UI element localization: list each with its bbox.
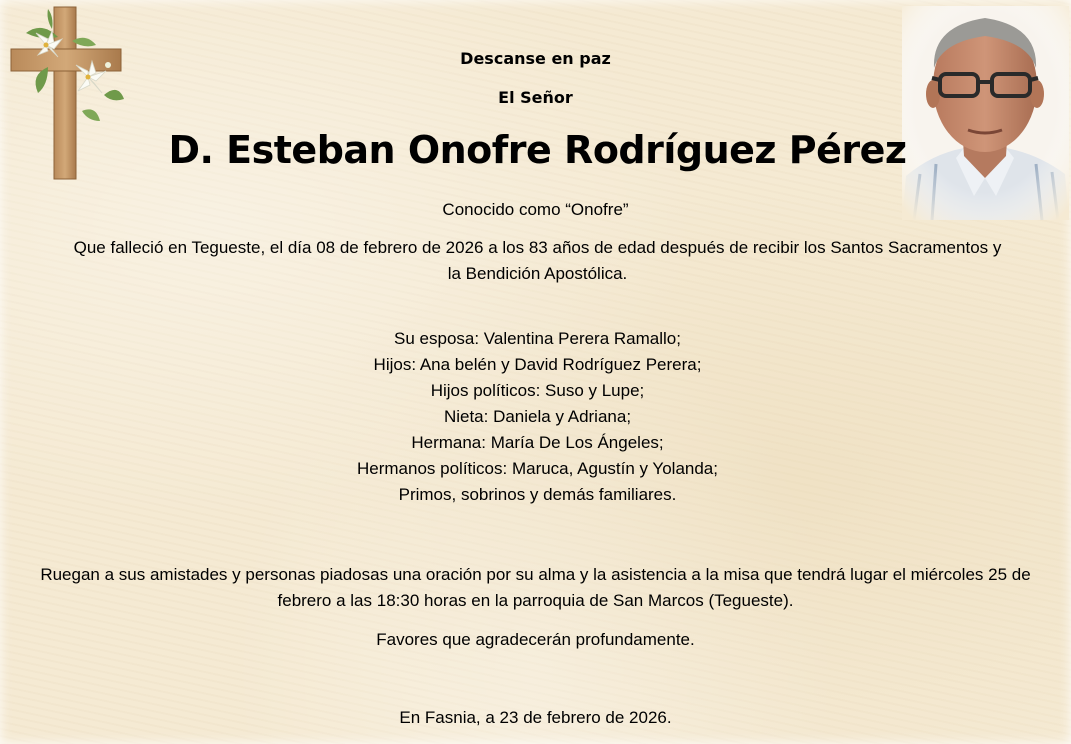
mass-notice: Ruegan a sus amistades y personas piadosas una oración por su alma y la asistencia a la misa que tendrá lugar el miércoles 25 de febrero a las 18:30 horas en la parroquia de San Marcos (Tegueste). [40, 565, 1031, 610]
family-line-spouse: Su esposa: Valentina Perera Ramallo; [394, 329, 681, 348]
family-list [40, 326, 1035, 508]
family-line-relatives: Primos, sobrinos y demás familiares. [398, 485, 677, 504]
deceased-name: D. Esteban Onofre Rodríguez Pérez [168, 128, 907, 172]
family-line-grandchildren: Nieta: Daniela y Adriana; [443, 407, 632, 426]
family-line-children: Hijos: Ana belén y David Rodríguez Perera; [373, 355, 702, 374]
family-line-children-in-law: Hijos políticos: Suso y Lupe; [430, 381, 645, 400]
rest-in-peace-heading: Descanse en paz [460, 49, 611, 68]
place-and-date: En Fasnia, a 23 de febrero de 2026. [399, 708, 672, 727]
thanks-line: Favores que agradecerán profundamente. [376, 630, 695, 649]
title-senor: El Señor [498, 88, 573, 107]
death-notice: Que falleció en Tegueste, el día 08 de febrero de 2026 a los 83 años de edad después de recibir los Santos Sacramentos y la Bendición Apostólica. [73, 238, 1002, 283]
deceased-portrait-photo [902, 6, 1069, 220]
family-line-sister: Hermana: María De Los Ángeles; [411, 433, 664, 452]
family-line-siblings-in-law: Hermanos políticos: Maruca, Agustín y Yolanda; [357, 459, 718, 478]
nickname: Conocido como “Onofre” [442, 200, 629, 219]
